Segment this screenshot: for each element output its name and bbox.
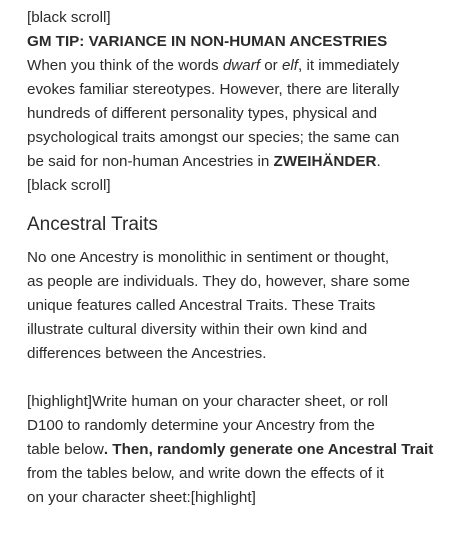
text-run: . [376, 153, 381, 170]
scroll-marker-close: [black scroll] [27, 177, 111, 194]
document-page [27, 6, 447, 510]
paragraph-line: [highlight]Write human on your character sheet, or roll [27, 393, 389, 410]
section-heading: Ancestral Traits [27, 214, 158, 235]
paragraph-line: unique features called Ancestral Traits. These Traits [27, 297, 376, 314]
dwarf-word: dwarf [222, 57, 260, 74]
bold-then-text: Then, randomly generate one Ancestral Trait [108, 441, 434, 458]
text-run: , it immediately [298, 57, 400, 74]
paragraph-line: differences between the Ancestries. [27, 345, 267, 362]
paragraph-line: as people are individuals. They do, however, share some [27, 273, 411, 290]
gm-tip-line-2: evokes familiar stereotypes. However, there are literally [27, 81, 400, 98]
text-run: When you think of the words [27, 57, 223, 74]
paragraph-line: D100 to randomly determine your Ancestry from the [27, 417, 375, 434]
text-run: table below [27, 441, 104, 458]
gm-tip-line-5 [27, 150, 447, 174]
paragraph-line: No one Ancestry is monolithic in sentiment or thought, [27, 249, 390, 266]
gm-tip-line-1 [27, 54, 447, 78]
paragraph-line [27, 438, 447, 462]
gm-tip-box [27, 6, 447, 198]
brand-name: ZWEIHÄNDER [273, 153, 377, 170]
elf-word: elf [281, 57, 298, 74]
paragraph-line: illustrate cultural diversity within their own kind and [27, 321, 368, 338]
gm-tip-line-4: psychological traits amongst our species; the same can [27, 129, 400, 146]
instruction-paragraph [27, 390, 447, 510]
intro-paragraph [27, 246, 447, 366]
text-run: be said for non-human Ancestries in [27, 153, 274, 170]
gm-tip-title: GM TIP: VARIANCE IN NON-HUMAN ANCESTRIES [27, 33, 388, 50]
bold-period: . [103, 441, 109, 458]
paragraph-line: from the tables below, and write down the effects of it [27, 465, 384, 482]
paragraph-line: on your character sheet:[highlight] [27, 489, 256, 506]
text-run: or [260, 57, 282, 74]
gm-tip-line-3: hundreds of different personality types, physical and [27, 105, 378, 122]
scroll-marker-open: [black scroll] [27, 9, 111, 26]
